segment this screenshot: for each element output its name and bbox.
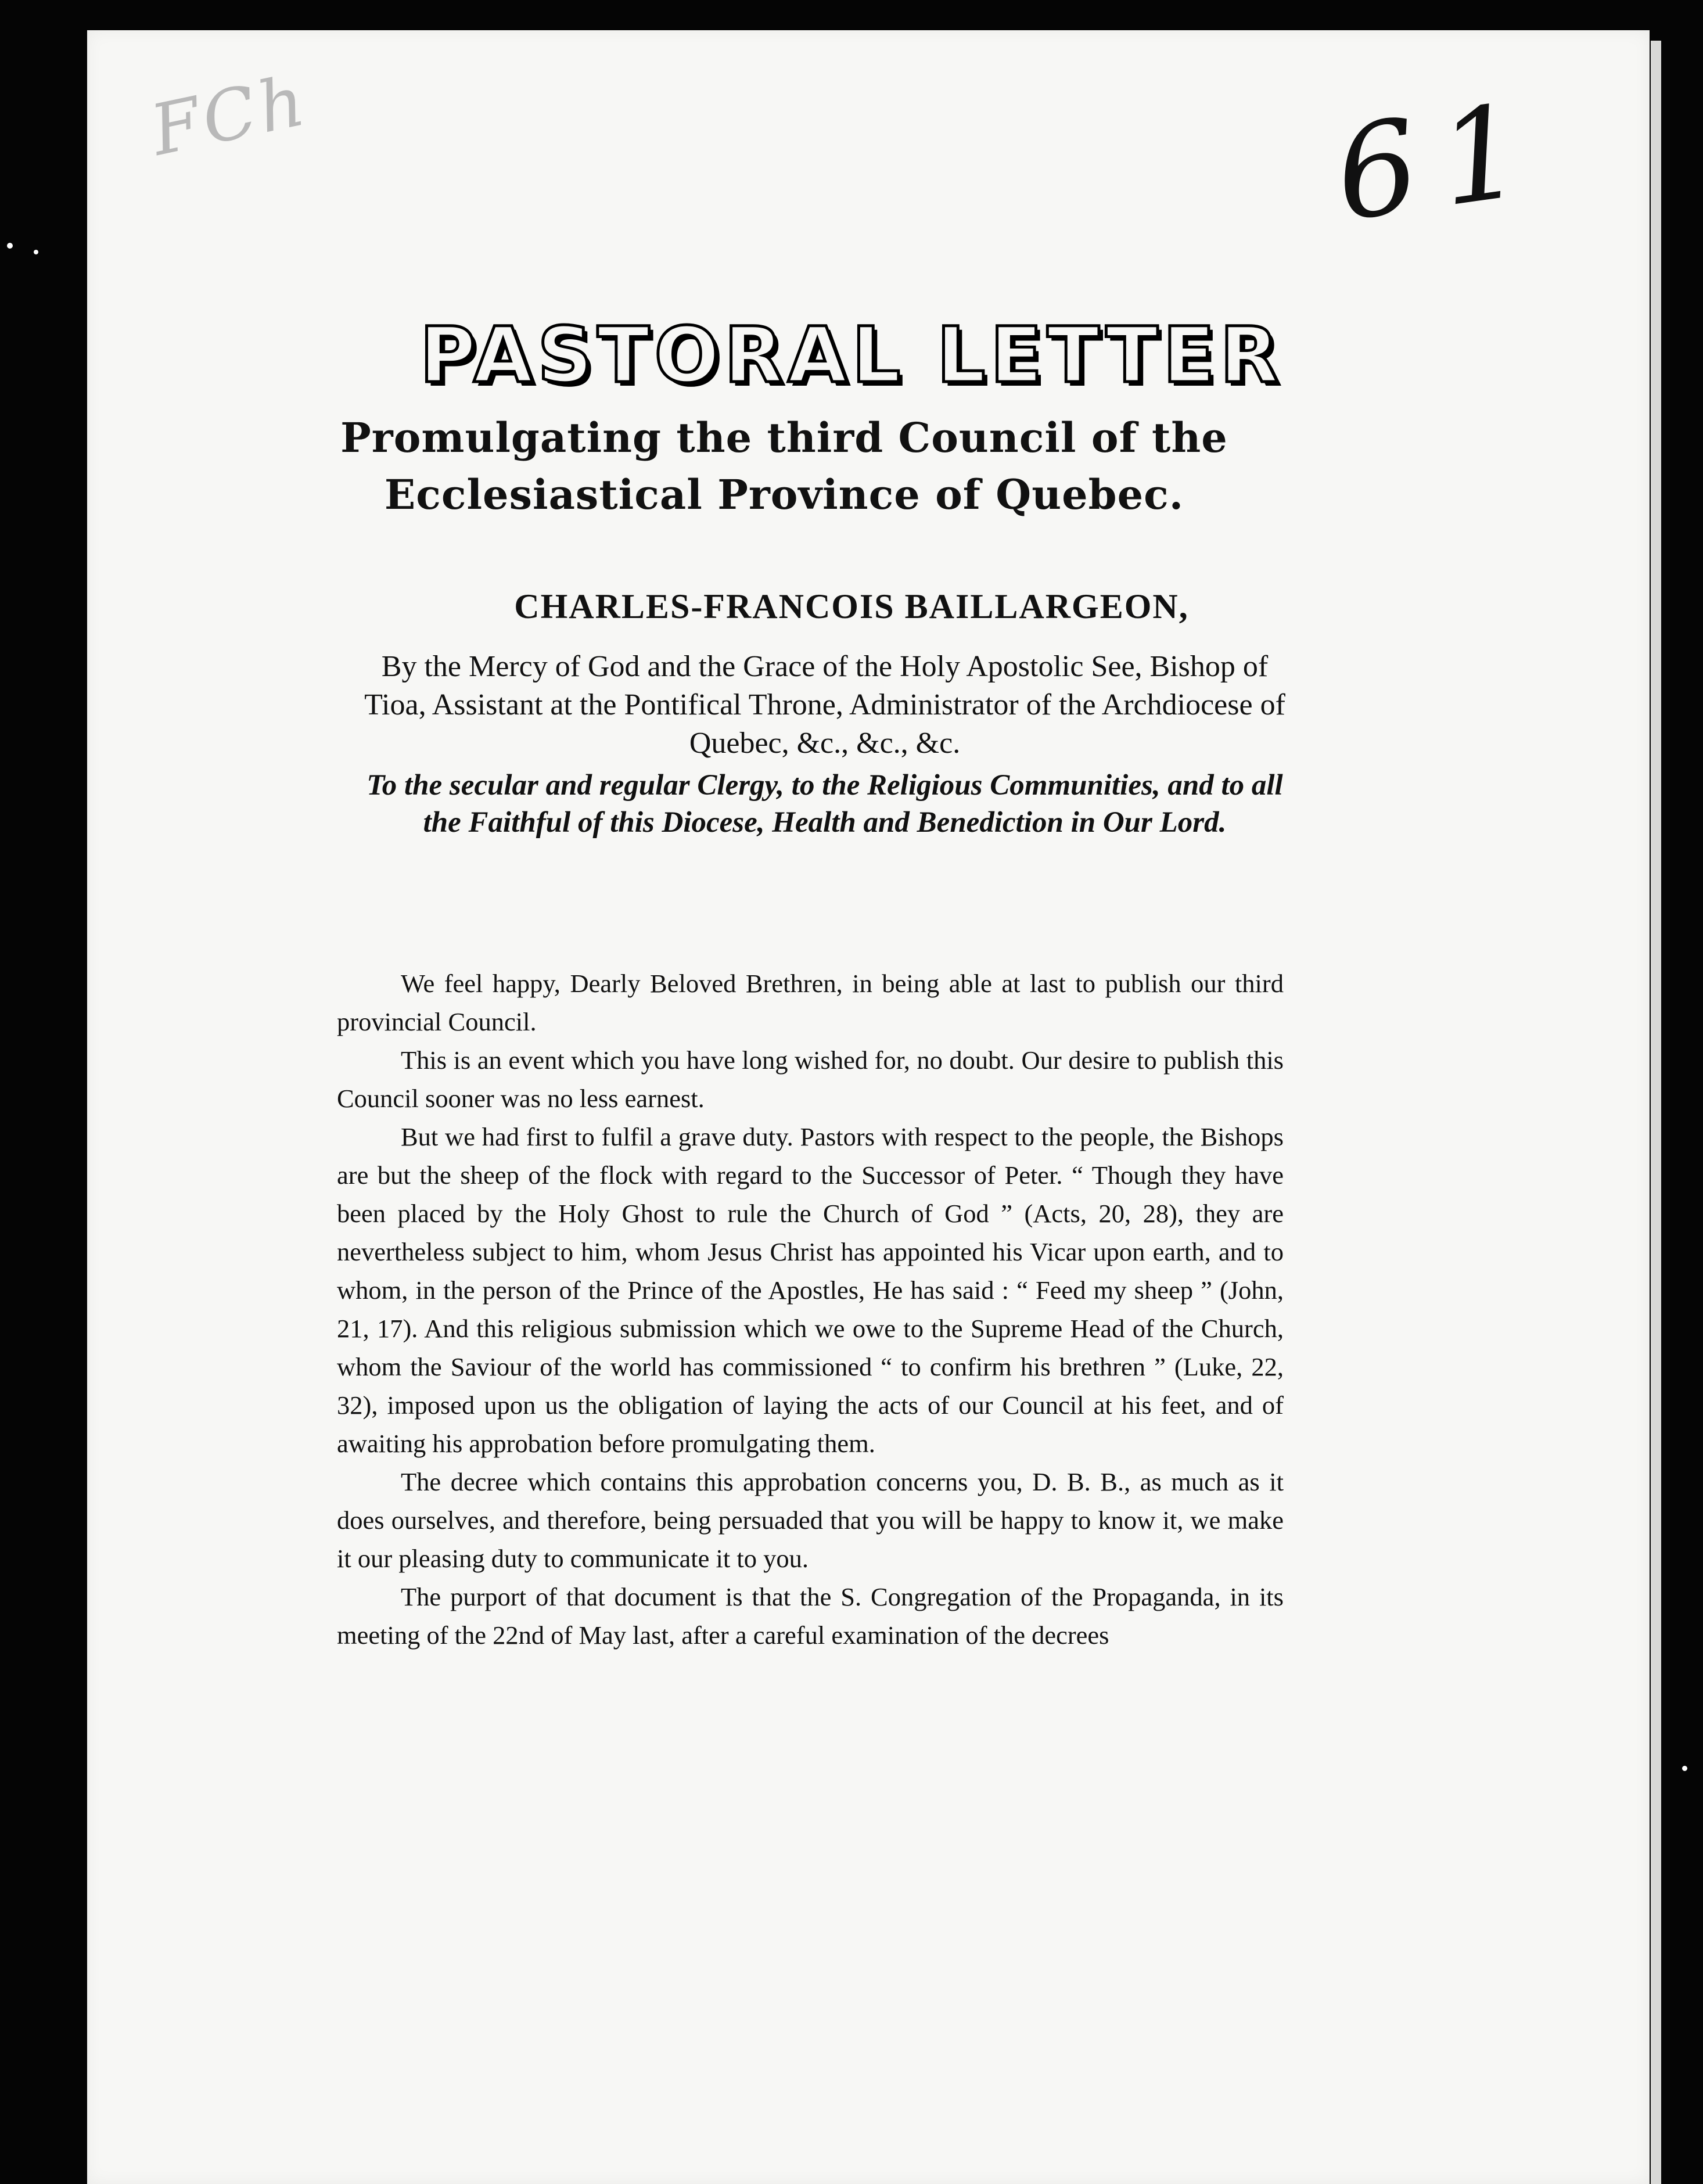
- author-name: CHARLES-FRANCOIS BAILLARGEON,: [514, 587, 1189, 626]
- paragraph: The purport of that document is that the S. Congregation of the Propaganda, in its meeting of the 22nd of May last, after a careful examination of the decrees: [337, 1582, 1284, 1650]
- paragraph: We feel happy, Dearly Beloved Brethren, in being able at last to publish our third provincial Council.: [337, 969, 1284, 1036]
- paragraph: This is an event which you have long wished for, no doubt. Our desire to publish this Council sooner was no less earnest.: [337, 1046, 1284, 1113]
- document-title: PASTORAL LETTER: [419, 311, 1284, 400]
- pencil-annotation: FCh: [144, 60, 315, 172]
- paragraph: The decree which contains this approbation concerns you, D. B. B., as much as it does ourselves, and therefore, being persuaded that you will be happy to know it, we make it our pleasing duty to communicate it to you.: [337, 1467, 1284, 1573]
- paragraph: But we had first to fulfil a grave duty. Pastors with respect to the people, the Bishops are but the sheep of the flock with regard to the Successor of Peter. “ Though they have been placed by the Holy Ghost to rule the Church of God ” (Acts, 20, 28), they are nevertheless subject to him, whom Jesus Christ has appointed his Vicar upon earth, and to whom, in the person of the Prince of the Apostles, He has said : “ Feed my sheep ” (John, 21, 17). And this religious submission which we owe to the Supreme Head of the Church, whom the Saviour of the world has commissioned “ to confirm his brethren ” (Luke, 22, 32), imposed upon us the obligation of laying the acts of our Council at his feet, and of awaiting his approbation before promulgating them.: [337, 1122, 1284, 1458]
- author-titles: By the Mercy of God and the Grace of the Holy Apostolic See, Bishop of Tioa, Assistant at the Pontifical Throne, Administrator of the Archdiocese of Quebec, &c., &c., &c.: [364, 650, 1285, 760]
- catalog-number: 61: [1326, 73, 1555, 250]
- document-subtitle: Promulgating the third Council of the Ecclesiastical Province of Quebec.: [340, 414, 1228, 519]
- letter-body: [337, 964, 1284, 1654]
- salutation: To the secular and regular Clergy, to the Religious Communities, and to all the Faithful of this Diocese, Health and Benediction in Our Lord.: [367, 769, 1283, 839]
- scan-speck: [34, 250, 38, 254]
- scan-speck: [7, 243, 13, 249]
- scan-speck: [1682, 1766, 1687, 1771]
